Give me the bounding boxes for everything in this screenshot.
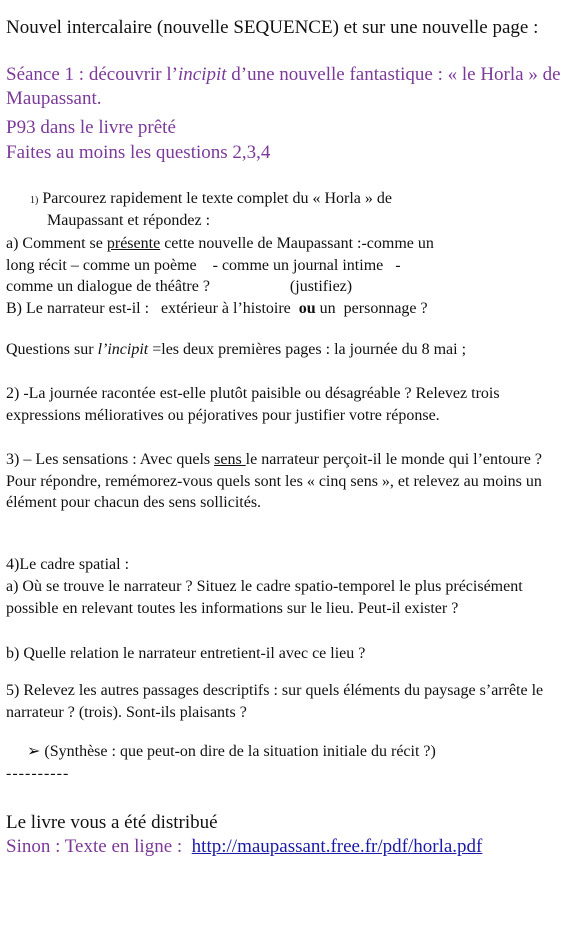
question-1a-line2: long récit – comme un poème - comme un journal intime - — [6, 256, 401, 274]
incipit-intro-incipit: l’incipit — [97, 341, 149, 358]
separator-dashes: ---------- — [6, 765, 70, 782]
question-1b-end: un personnage ? — [315, 299, 428, 317]
question-1-text-a: Parcourez rapidement le texte complet du « Horla » de — [42, 190, 392, 207]
incipit-intro — [6, 339, 562, 361]
question-4b — [6, 643, 562, 665]
question-1a-line1 — [6, 233, 562, 255]
intro-instruction — [6, 16, 562, 40]
page-reference-text: P93 dans le livre prêté — [6, 117, 176, 138]
questions-note-text: Faites au moins les questions 2,3,4 — [6, 142, 271, 163]
question-1-continued — [47, 210, 547, 232]
question-3-start: 3) – Les sensations : Avec quels — [6, 451, 215, 468]
question-4a — [6, 576, 562, 619]
synthese — [27, 741, 562, 763]
intro-instruction-text: Nouvel intercalaire (nouvelle SEQUENCE) et sur une nouvelle page : — [6, 17, 539, 38]
question-1a-line1-start: a) Comment se — [6, 235, 107, 252]
question-1a — [6, 233, 562, 319]
question-2 — [6, 383, 562, 426]
question-3 — [6, 449, 562, 514]
question-4-title-text: 4)Le cadre spatial : — [6, 556, 130, 573]
question-5 — [6, 680, 562, 723]
question-1b — [6, 298, 562, 320]
question-3-end: le narrateur perçoit-il le monde qui l’entoure ? Pour répondre, remémorez-vous quels sont les « cinq sens », et relevez au moins un élément pour chacun des sens sollicités. — [6, 451, 542, 512]
question-1a-presente: présente — [106, 235, 161, 252]
horla-pdf-link[interactable]: http://maupassant.free.fr/pdf/horla.pdf — [191, 836, 483, 857]
seance-title — [6, 63, 562, 110]
incipit-intro-start: Questions sur — [6, 341, 98, 358]
question-4b-text: b) Quelle relation le narrateur entretient-il avec ce lieu ? — [6, 645, 366, 662]
book-distributed-text: Le livre vous a été distribué — [6, 812, 218, 833]
question-1 — [30, 188, 560, 212]
book-distributed — [6, 811, 562, 835]
question-1a-line3: comme un dialogue de théâtre ? (justifiez) — [6, 278, 353, 296]
seance-title-part2: d’une nouvelle fantastique : « le Horla » de Maupassant. — [6, 64, 561, 109]
question-1b-ou: ou — [298, 299, 316, 317]
question-1-text-b: Maupassant et répondez : — [47, 212, 211, 229]
question-5-text: 5) Relevez les autres passages descriptifs : sur quels éléments du paysage s’arrête le narrateur ? (trois). Sont-ils plaisants ? — [6, 682, 544, 721]
question-1a-line1-end: cette nouvelle de Maupassant :-comme un — [160, 235, 434, 252]
incipit-intro-end: =les deux premières pages : la journée du 8 mai ; — [148, 341, 467, 358]
online-text — [6, 835, 562, 859]
page-reference — [6, 116, 562, 140]
question-3-sens: sens — [214, 451, 246, 468]
question-4-title — [6, 554, 562, 576]
question-4a-text: a) Où se trouve le narrateur ? Situez le cadre spatio-temporel le plus précisément possible en relevant toutes les informations sur le lieu. Peut-il exister ? — [6, 578, 523, 617]
question-1-number: 1) — [30, 195, 39, 206]
seance-title-part1: Séance 1 : découvrir l’ — [6, 64, 178, 85]
synthese-text: (Synthèse : que peut-on dire de la situation initiale du récit ?) — [44, 743, 436, 760]
question-1b-start: B) Le narrateur est-il : extérieur à l’histoire — [6, 299, 299, 317]
separator-line — [6, 763, 562, 785]
synthese-bullet-icon: ➢ — [27, 743, 41, 760]
questions-note — [6, 141, 562, 165]
question-2-text: 2) -La journée racontée est-elle plutôt paisible ou désagréable ? Relevez trois expressions mélioratives ou péjoratives pour justifier votre réponse. — [6, 385, 500, 424]
online-text-label: Sinon : Texte en ligne : — [6, 836, 192, 857]
seance-title-incipit: incipit — [177, 64, 227, 85]
